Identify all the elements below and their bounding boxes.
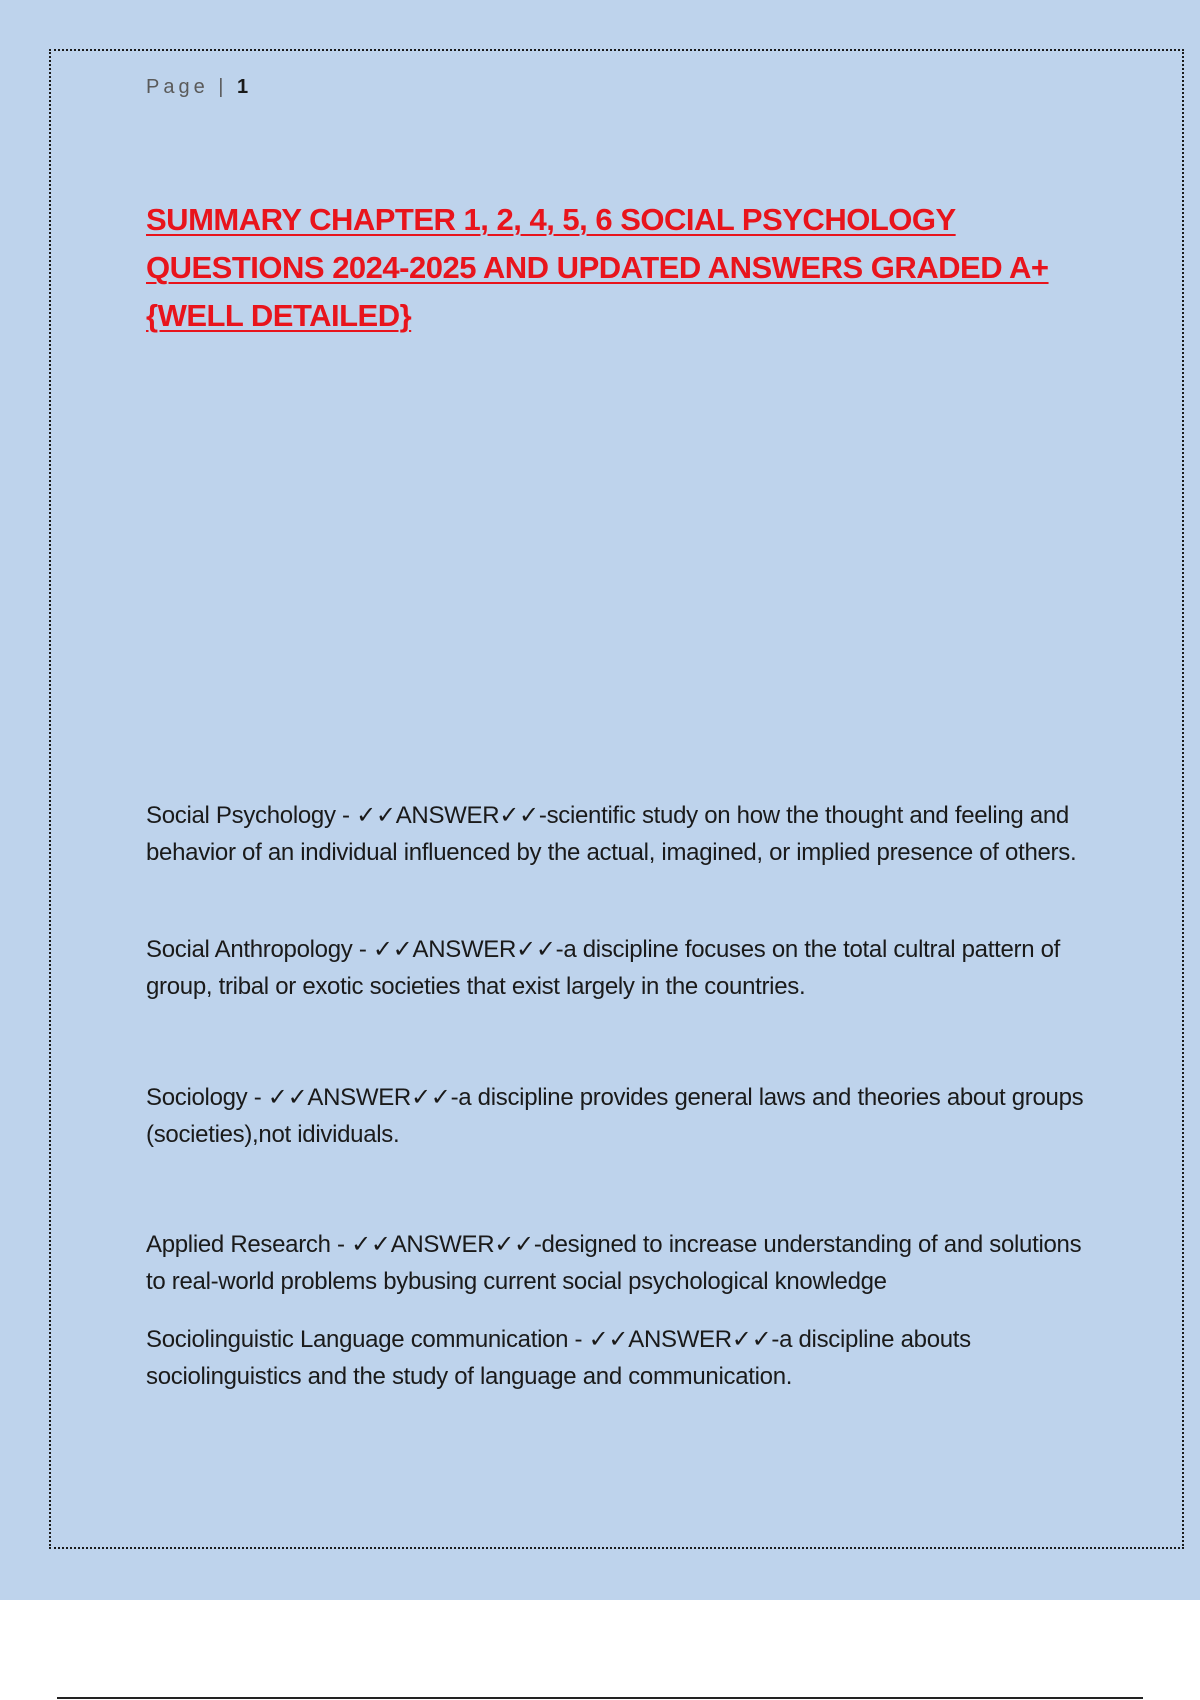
document-title: SUMMARY CHAPTER 1, 2, 4, 5, 6 SOCIAL PSYCHOLOGY QUESTIONS 2024-2025 AND UPDATED ANSWERS GRADED A+ {WELL DETAILED}: [146, 202, 1049, 333]
page-number-value: 1: [237, 76, 249, 98]
entry-sociolinguistic: Sociolinguistic Language communication - ✓✓ANSWER✓✓-a discipline abouts sociolinguistics and the study of language and communication.: [146, 1326, 971, 1390]
entry-sociology: Sociology - ✓✓ANSWER✓✓-a discipline provides general laws and theories about groups (societies),not idividuals.: [146, 1084, 1084, 1148]
entry-social-anthropology: Social Anthropology - ✓✓ANSWER✓✓-a discipline focuses on the total cultral pattern of group, tribal or exotic societies that exist largely in the countries.: [146, 936, 1061, 1000]
page-number: [146, 76, 248, 99]
entry-social-psychology: Social Psychology - ✓✓ANSWER✓✓-scientific study on how the thought and feeling and behavior of an individual influenced by the actual, imagined, or implied presence of others.: [146, 802, 1077, 866]
bottom-divider: [57, 1697, 1143, 1699]
page-number-label: Page |: [146, 76, 228, 98]
entry-applied-research: Applied Research - ✓✓ANSWER✓✓-designed to increase understanding of and solutions to real-world problems bybusing current social psychological knowledge: [146, 1231, 1082, 1295]
